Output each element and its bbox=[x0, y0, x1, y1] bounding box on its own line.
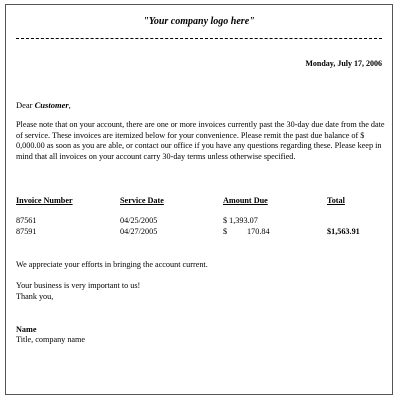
header-amount-due: Amount Due bbox=[223, 196, 268, 205]
closing-line: Thank you, bbox=[16, 292, 54, 301]
header-service-date: Service Date bbox=[120, 196, 164, 205]
company-logo-placeholder: "Your company logo here" bbox=[143, 16, 255, 27]
row2-amount-due bbox=[223, 227, 270, 236]
row2-total: $1,563.91 bbox=[327, 227, 360, 236]
header-total: Total bbox=[327, 196, 345, 205]
letter-date: Monday, July 17, 2006 bbox=[305, 59, 382, 68]
row1-amount-due bbox=[223, 216, 258, 225]
row2-amount-value: 170.84 bbox=[247, 227, 270, 236]
header-divider bbox=[16, 38, 382, 39]
importance-line: Your business is very important to us! bbox=[16, 281, 141, 290]
row1-service-date: 04/25/2005 bbox=[120, 216, 158, 225]
row1-invoice-number: 87561 bbox=[16, 216, 37, 225]
letter-page bbox=[5, 4, 393, 395]
row2-amount-symbol: $ bbox=[223, 227, 228, 236]
header-invoice-number: Invoice Number bbox=[16, 196, 73, 205]
row1-amount-symbol: $ bbox=[223, 216, 228, 225]
customer-name: Customer bbox=[34, 100, 69, 110]
appreciation-line: We appreciate your efforts in bringing the account current. bbox=[16, 260, 208, 269]
greeting-prefix: Dear bbox=[16, 100, 35, 110]
row2-service-date: 04/27/2005 bbox=[120, 227, 158, 236]
body-paragraph: Please note that on your account, there are one or more invoices currently past the 30-day due date from the date of service. These invoices are itemized below for your convenience. Please remit the past due balance of $ 0,000.00 as soon as you are able, or contact our office if you have any questions regarding these. Please keep in mind that all invoices on your account carry 30-day terms unless otherwise specified. bbox=[16, 120, 385, 161]
row1-amount-value: 1,393.07 bbox=[229, 216, 258, 225]
signature-name: Name bbox=[16, 325, 37, 334]
signature-title: Title, company name bbox=[16, 335, 86, 344]
row2-invoice-number: 87591 bbox=[16, 227, 37, 236]
greeting bbox=[16, 100, 71, 110]
greeting-suffix: , bbox=[68, 100, 71, 110]
